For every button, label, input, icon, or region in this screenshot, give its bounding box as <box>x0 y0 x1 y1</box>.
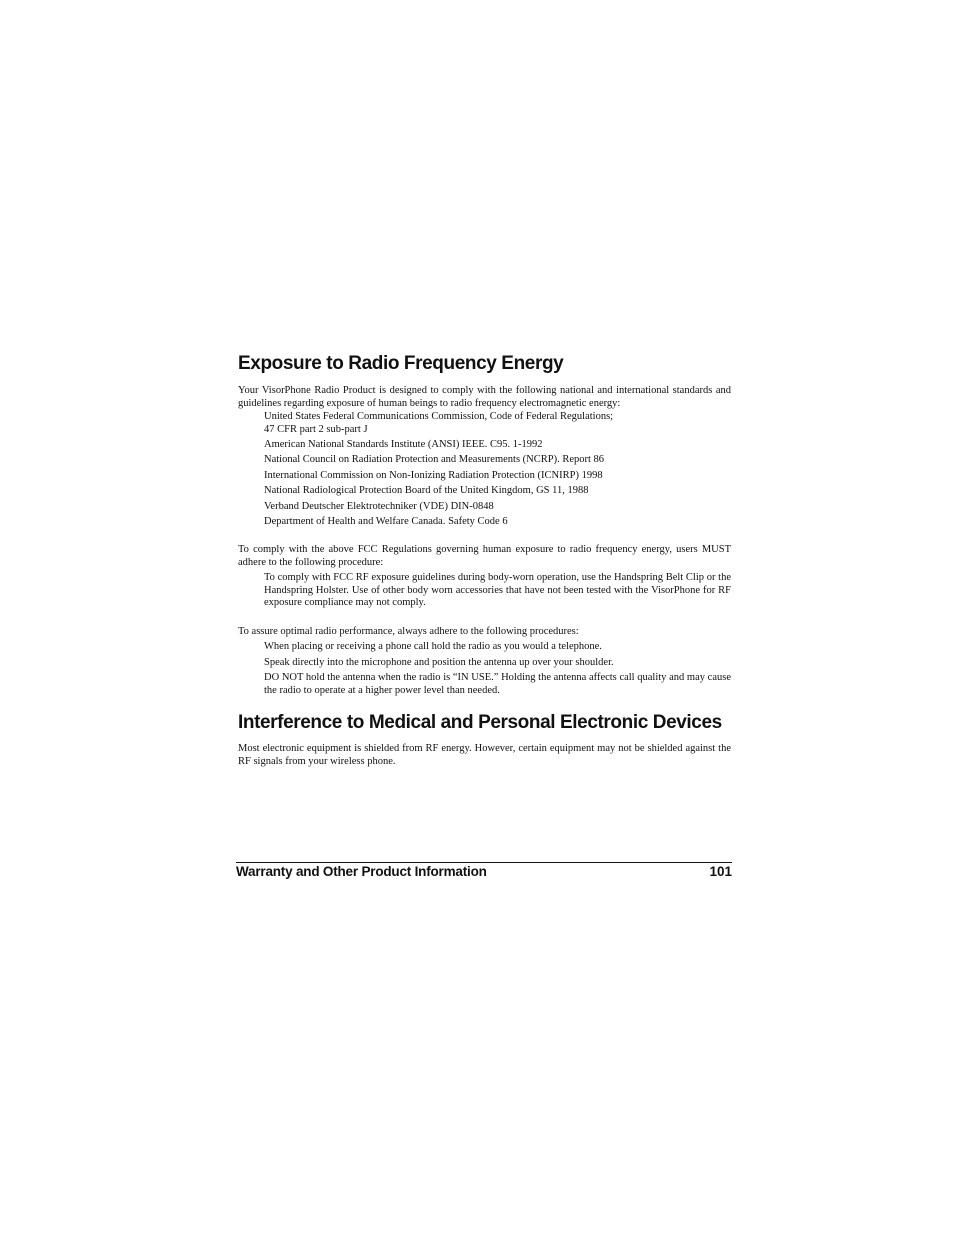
standard-item: National Radiological Protection Board of the United Kingdom, GS 11, 1988 <box>264 485 589 496</box>
page-number: 101 <box>709 864 732 879</box>
section-heading-interference: Interference to Medical and Personal Electronic Devices <box>238 712 722 733</box>
performance-intro-paragraph: To assure optimal radio performance, always adhere to the following procedures: <box>238 626 579 637</box>
procedure-item: Speak directly into the microphone and position the antenna up over your shoulder. <box>264 657 614 668</box>
standard-item: National Council on Radiation Protection and Measurements (NCRP). Report 86 <box>264 454 605 465</box>
standard-item: International Commission on Non-Ionizing Radiation Protection (ICNIRP) 1998 <box>264 470 603 481</box>
procedure-item: When placing or receiving a phone call hold the radio as you would a telephone. <box>264 641 602 652</box>
standard-item: American National Standards Institute (ANSI) IEEE. C95. 1-1992 <box>264 439 543 450</box>
fcc-procedure-item: To comply with FCC RF exposure guidelines during body-worn operation, use the Handspring Belt Clip or the Handspring Holster. Use of other body worn accessories that have not been tested with the VisorPhone for RF exposure compliance may not comply. <box>264 572 731 608</box>
intro-paragraph: Your VisorPhone Radio Product is designed to comply with the following national and international standards and guidelines regarding exposure of human beings to radio frequency electromagnetic energy: <box>238 385 731 409</box>
standard-item: Department of Health and Welfare Canada. Safety Code 6 <box>264 516 508 527</box>
interference-paragraph: Most electronic equipment is shielded from RF energy. However, certain equipment may not be shielded against the RF signals from your wireless phone. <box>238 743 731 767</box>
fcc-intro-paragraph: To comply with the above FCC Regulations governing human exposure to radio frequency energy, users MUST adhere to the following procedure: <box>238 544 731 568</box>
standard-item: United States Federal Communications Commission, Code of Federal Regulations; 47 CFR part 2 sub-part J <box>264 411 614 435</box>
procedure-item: DO NOT hold the antenna when the radio is “IN USE.” Holding the antenna affects call quality and may cause the radio to operate at a higher power level than needed. <box>264 672 731 696</box>
standard-item: Verband Deutscher Elektrotechniker (VDE) DIN-0848 <box>264 501 494 512</box>
section-heading-rf-exposure: Exposure to Radio Frequency Energy <box>238 353 564 374</box>
footer-title: Warranty and Other Product Information <box>236 864 487 879</box>
footer-divider <box>236 862 732 863</box>
